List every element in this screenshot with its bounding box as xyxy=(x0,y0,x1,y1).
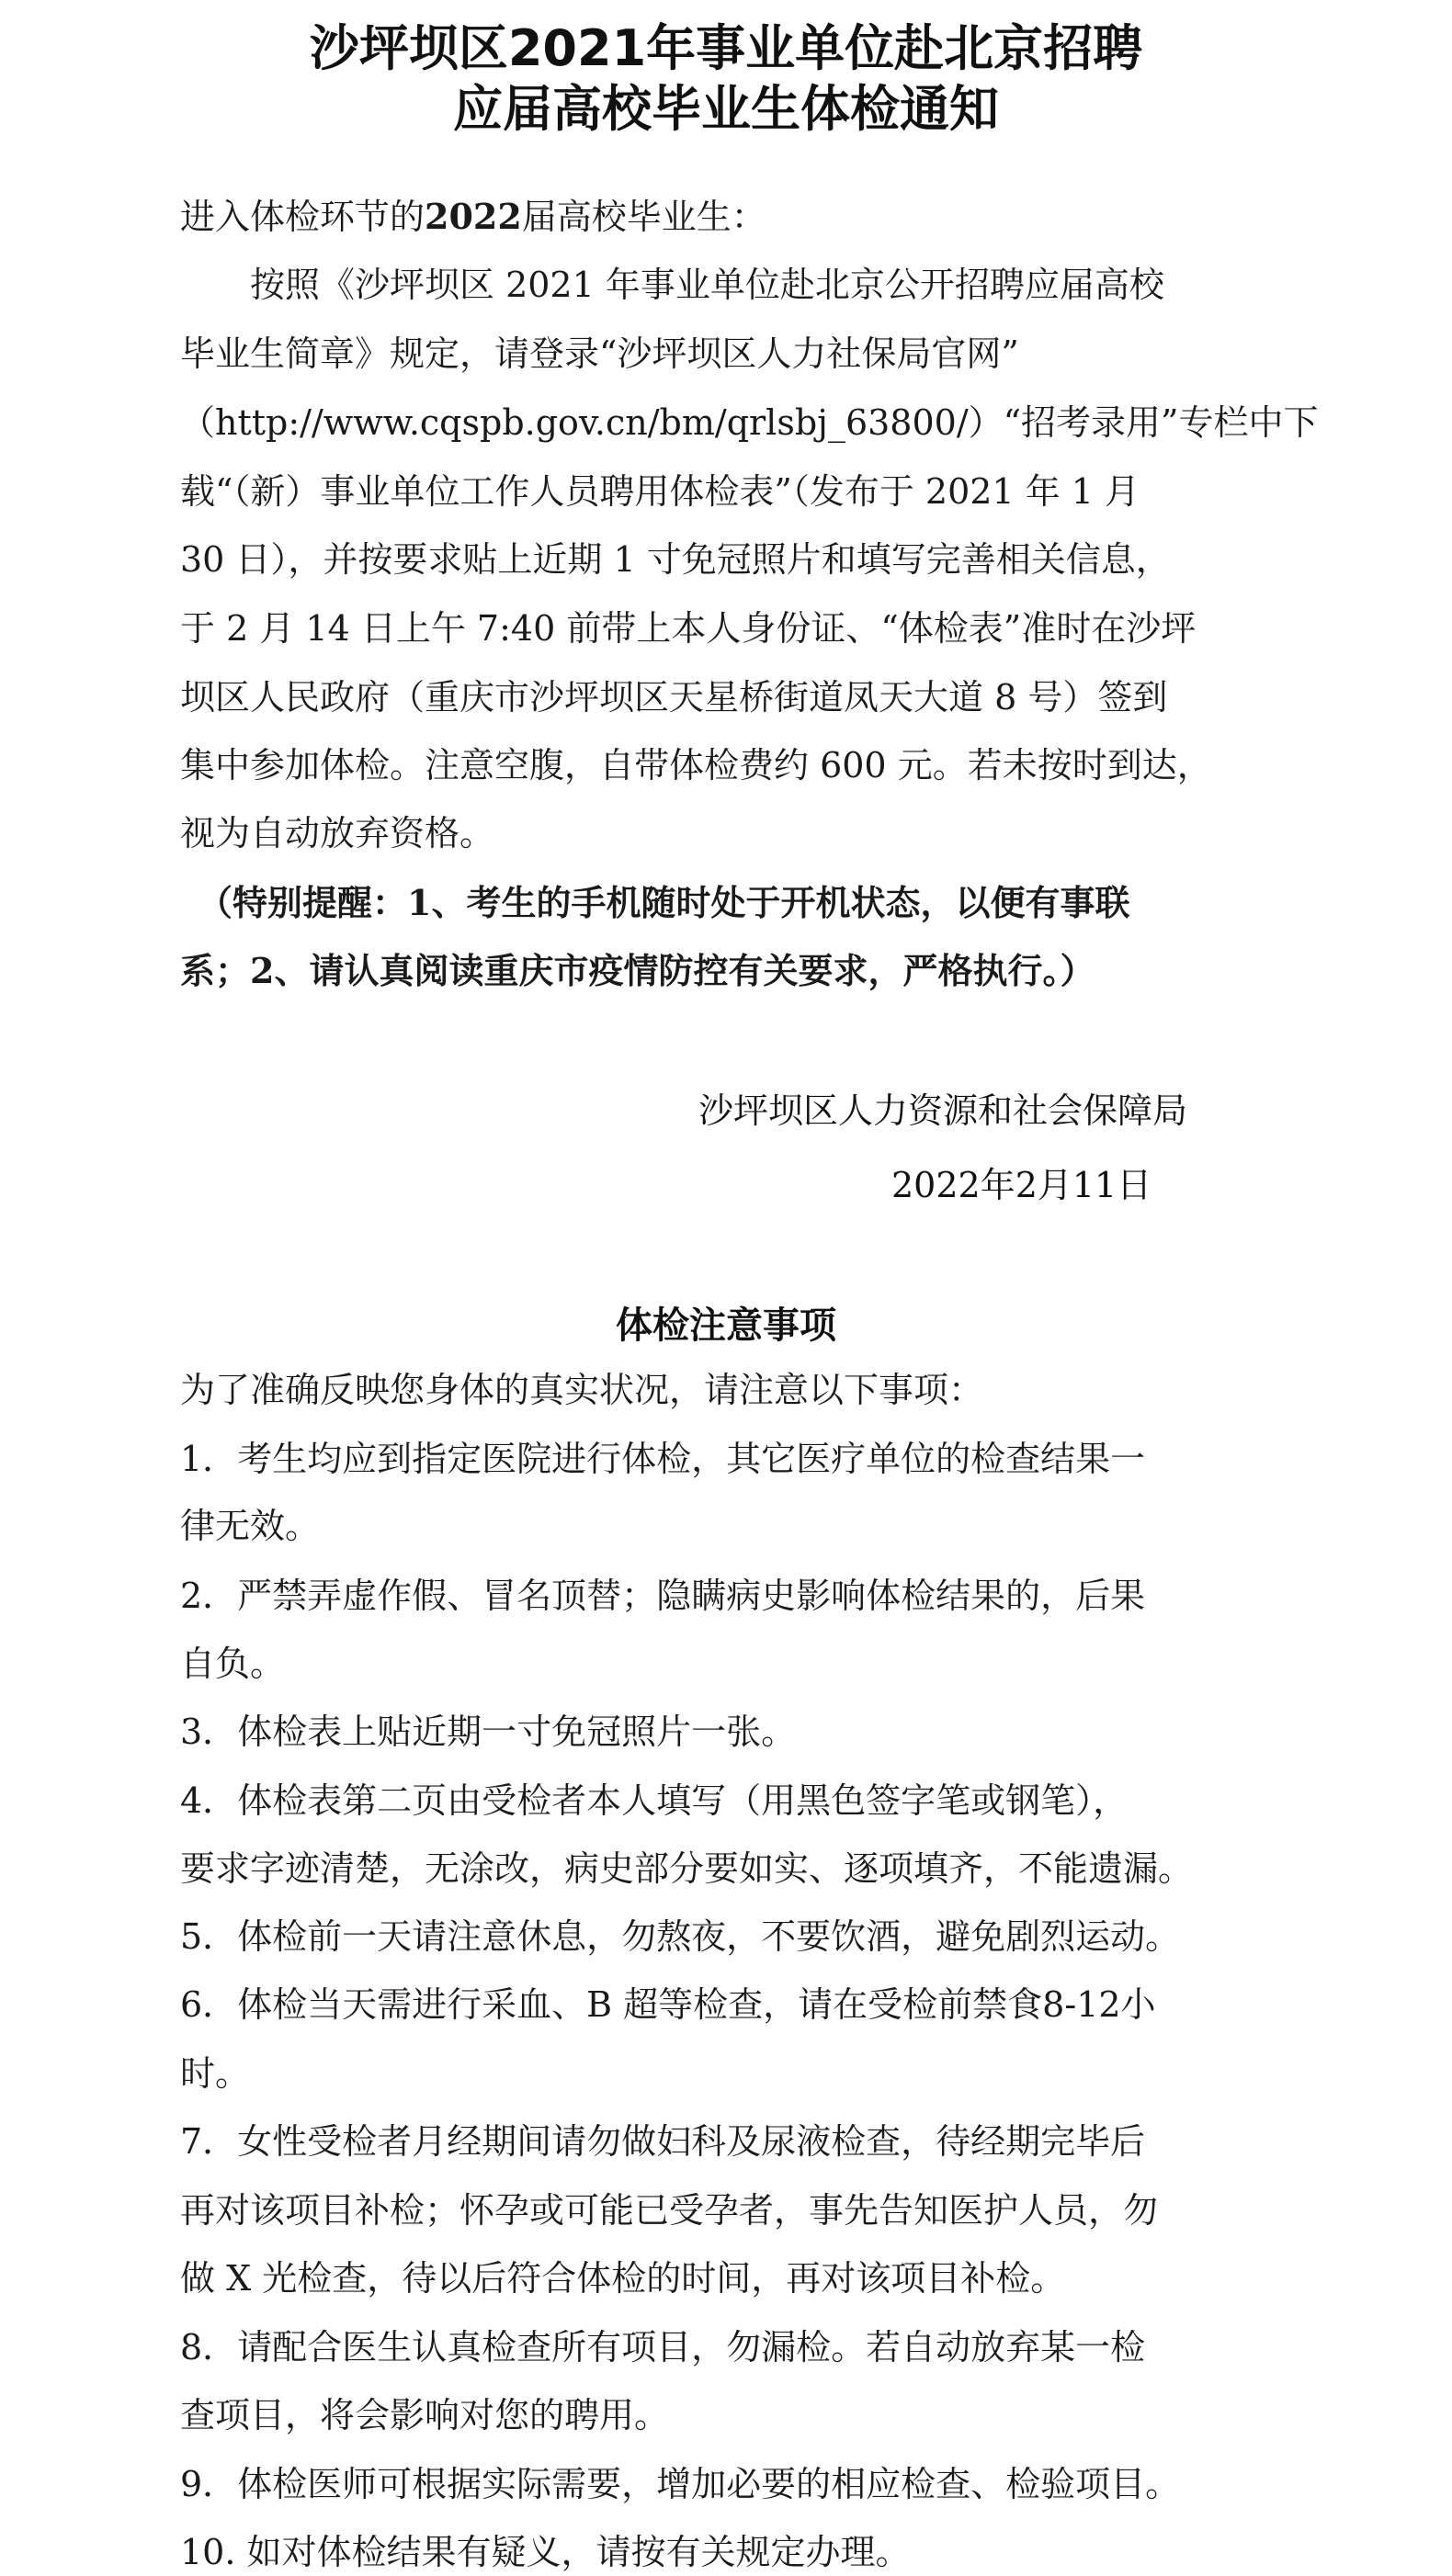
body-line: 于 2 月 14 日上午 7:40 前带上本人身份证、“体检表”准时在沙坪 xyxy=(180,608,1197,649)
body-line: 集中参加体检。注意空腹，自带体检费约 600 元。若未按时到达， xyxy=(180,745,1212,785)
greeting-year: 2022 xyxy=(425,196,522,237)
precaution-line: 时。 xyxy=(180,2053,251,2094)
precaution-line: 1．考生均应到指定医院进行体检，其它医疗单位的检查结果一 xyxy=(180,1439,1146,1479)
greeting-prefix: 进入体检环节的 xyxy=(180,197,425,237)
notice-title-line-2: 应届高校毕业生体检通知 xyxy=(453,80,999,138)
special-reminder-line: （特别提醒：1、考生的手机随时处于开机状态，以便有事联 xyxy=(180,882,1130,923)
body-line: 坝区人民政府（重庆市沙坪坝区天星桥街道凤天大道 8 号）签到 xyxy=(180,677,1168,717)
body-line: 载“（新）事业单位工作人员聘用体检表”（发布于 2021 年 1 月 xyxy=(180,471,1140,512)
notice-title-line-1: 沙坪坝区2021年事业单位赴北京招聘 xyxy=(309,19,1143,77)
special-reminder-line: 系；2、请认真阅读重庆市疫情防控有关要求，严格执行。） xyxy=(180,950,1095,991)
issue-date: 2022年2月11日 xyxy=(891,1165,1152,1205)
precaution-line: 7．女性受检者月经期间请勿做妇科及尿液检查，待经期完毕后 xyxy=(180,2121,1146,2162)
body-line: 30 日），并按要求贴上近期 1 寸免冠照片和填写完善相关信息， xyxy=(180,539,1171,580)
precaution-line: 6．体检当天需进行采血、B 超等检查，请在受检前禁食8-12小 xyxy=(180,1984,1156,2025)
greeting-suffix: 届高校毕业生： xyxy=(521,197,766,237)
precaution-line: 10. 如对体检结果有疑义，请按有关规定办理。 xyxy=(180,2532,911,2572)
precaution-line: 律无效。 xyxy=(180,1506,321,1546)
precaution-line: 再对该项目补检；怀孕或可能已受孕者，事先告知医护人员，勿 xyxy=(180,2190,1159,2231)
precaution-line: 9．体检医师可根据实际需要，增加必要的相应检查、检验项目。 xyxy=(180,2464,1181,2504)
precaution-line: 2．严禁弄虚作假、冒名顶替；隐瞒病史影响体检结果的，后果 xyxy=(180,1576,1146,1616)
precaution-line: 自负。 xyxy=(180,1644,286,1684)
precaution-line: 做 X 光检查，待以后符合体检的时间，再对该项目补检。 xyxy=(180,2258,1066,2299)
precaution-line: 5．体检前一天请注意休息，勿熬夜，不要饮酒，避免剧烈运动。 xyxy=(180,1916,1181,1957)
precaution-line: 8．请配合医生认真检查所有项目，勿漏检。若自动放弃某一检 xyxy=(180,2327,1146,2367)
greeting-line xyxy=(180,194,1283,240)
body-line: 毕业生简章》规定，请登录“沙坪坝区人力社保局官网” xyxy=(180,333,1019,374)
body-line: 视为自动放弃资格。 xyxy=(180,813,495,853)
precautions-heading: 体检注意事项 xyxy=(616,1305,836,1347)
body-line: （http://www.cqspb.gov.cn/bm/qrlsbj_63800/）“招考录用”专栏中下 xyxy=(180,402,1319,443)
precaution-line: 查项目，将会影响对您的聘用。 xyxy=(180,2395,670,2435)
precaution-line: 4．体检表第二页由受检者本人填写（用黑色签字笔或钢笔）， xyxy=(180,1780,1129,1821)
precaution-line: 3．体检表上贴近期一寸免冠照片一张。 xyxy=(180,1712,797,1752)
issuer-name: 沙坪坝区人力资源和社会保障局 xyxy=(698,1090,1188,1131)
precaution-line: 要求字迹清楚，无涂改，病史部分要如实、逐项填齐，不能遗漏。 xyxy=(180,1848,1194,1889)
body-line: 按照《沙坪坝区 2021 年事业单位赴北京公开招聘应届高校 xyxy=(180,265,1164,305)
precaution-line: 为了准确反映您身体的真实状况，请注意以下事项： xyxy=(180,1370,984,1410)
